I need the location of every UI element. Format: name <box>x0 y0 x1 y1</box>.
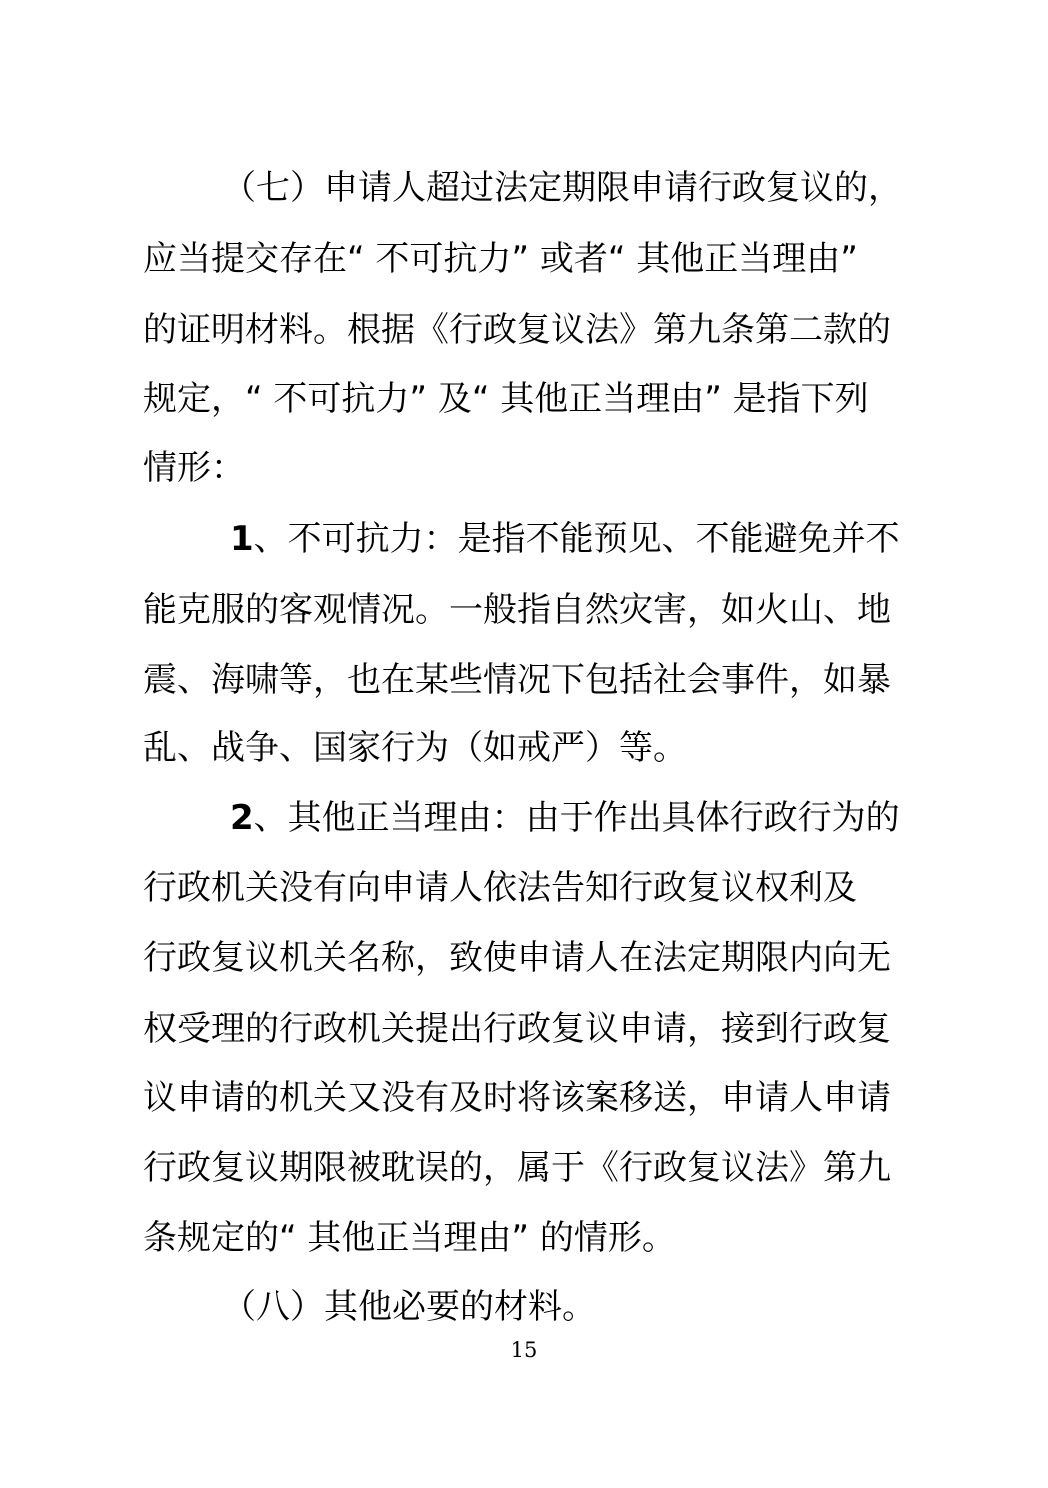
item2-line-7: 条规定的“ 其他正当理由” 的情形。 <box>143 1218 676 1258</box>
page-number: 15 <box>510 1338 538 1362</box>
item2-line-3: 行政复议机关名称，致使申请人在法定期限内向无 <box>143 938 891 978</box>
item2-line-1 <box>230 798 920 838</box>
section7-line-4: 规定，“ 不可抗力” 及“ 其他正当理由” 是指下列 <box>143 379 869 419</box>
item1-line-3: 震、海啸等，也在某些情况下包括社会事件，如暴 <box>143 660 891 700</box>
item1-line-1 <box>230 519 920 559</box>
item1-number: 1 <box>230 519 254 559</box>
item2-line-5: 议申请的机关又没有及时将该案移送，申请人申请 <box>143 1078 891 1118</box>
item1-line-4: 乱、战争、国家行为（如戒严）等。 <box>143 728 687 768</box>
section7-line-5: 情形： <box>143 448 245 488</box>
item1-line-1-text: 、不可抗力：是指不能预见、不能避免并不 <box>253 519 900 559</box>
section7-line-2: 应当提交存在“ 不可抗力” 或者“ 其他正当理由” <box>143 239 858 279</box>
item2-line-2: 行政机关没有向申请人依法告知行政复议权利及 <box>143 868 857 908</box>
item2-line-4: 权受理的行政机关提出行政复议申请，接到行政复 <box>143 1009 891 1049</box>
section7-line-3: 的证明材料。根据《行政复议法》第九条第二款的 <box>143 310 891 350</box>
item2-number: 2 <box>230 798 254 838</box>
section7-line-1: （七）申请人超过法定期限申请行政复议的， <box>222 168 902 208</box>
item1-line-2: 能克服的客观情况。一般指自然灾害，如火山、地 <box>143 590 891 630</box>
item2-line-1-text: 、其他正当理由：由于作出具体行政行为的 <box>253 798 900 838</box>
item2-line-6: 行政复议期限被耽误的，属于《行政复议法》第九 <box>143 1148 891 1188</box>
section8-line: （八）其他必要的材料。 <box>222 1287 596 1327</box>
